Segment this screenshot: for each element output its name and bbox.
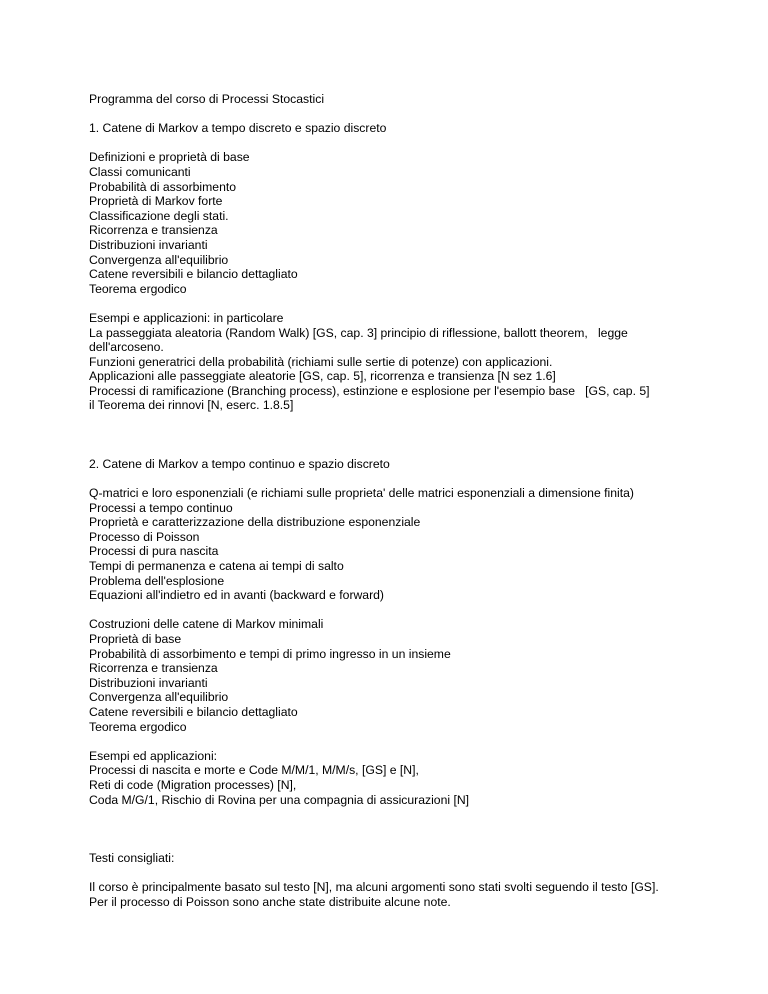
topic-item: Processi di pura nascita	[89, 544, 219, 559]
topic-item: Probabilità di assorbimento	[89, 179, 237, 194]
section-2-heading: 2. Catene di Markov a tempo continuo e spazio discreto	[89, 456, 390, 471]
document-body	[89, 92, 729, 909]
topic-item: Processi a tempo continuo	[89, 500, 233, 515]
example-line: Processi di nascita e morte e Code M/M/1, M/M/s, [GS] e [N],	[89, 763, 419, 778]
example-line: il Teorema dei rinnovi [N, eserc. 1.8.5]	[89, 398, 294, 413]
topic-item: Catene reversibili e bilancio dettagliato	[89, 704, 298, 719]
references-heading: Testi consigliati:	[89, 850, 175, 865]
example-line: Esempi e applicazioni: in particolare	[89, 310, 284, 325]
topic-item: Distribuzioni invarianti	[89, 675, 208, 690]
topic-item: Tempi di permanenza e catena ai tempi di salto	[89, 559, 344, 574]
example-line: Processi di ramificazione (Branching process), estinzione e esplosione per l'esempio base [GS, cap. 5]	[89, 383, 650, 398]
topic-item: Distribuzioni invarianti	[89, 237, 208, 252]
topic-item: Teorema ergodico	[89, 281, 187, 296]
topic-item: Convergenza all'equilibrio	[89, 690, 229, 705]
example-line: Funzioni generatrici della probabilità (richiami sulle sertie di potenze) con applicazioni.	[89, 354, 553, 369]
example-line: La passeggiata aleatoria (Random Walk) [GS, cap. 3] principio di riflessione, ballott theorem, legge	[89, 325, 628, 340]
example-line: Esempi ed applicazioni:	[89, 748, 218, 763]
example-line: Coda M/G/1, Rischio di Rovina per una compagnia di assicurazioni [N]	[89, 792, 470, 807]
topic-item: Classificazione degli stati.	[89, 208, 229, 223]
topic-item: Catene reversibili e bilancio dettagliato	[89, 267, 298, 282]
references-text	[89, 880, 729, 909]
example-line: Applicazioni alle passeggiate aleatorie [GS, cap. 5], ricorrenza e transienza [N sez 1.6]	[89, 369, 556, 384]
topic-item: Equazioni all'indietro ed in avanti (backward e forward)	[89, 588, 384, 603]
reference-line: Il corso è principalmente basato sul testo [N], ma alcuni argomenti sono stati svolti seguendo il testo [GS].	[89, 880, 659, 895]
section-2-topics-b	[89, 617, 729, 734]
topic-item: Ricorrenza e transienza	[89, 223, 218, 238]
section-1-examples	[89, 311, 729, 413]
example-line: Reti di code (Migration processes) [N],	[89, 777, 297, 792]
topic-item: Proprietà di base	[89, 631, 182, 646]
topic-item: Processo di Poisson	[89, 529, 200, 544]
section-2-topics-a	[89, 486, 729, 603]
example-line: dell'arcoseno.	[89, 340, 164, 355]
section-2-examples	[89, 749, 729, 807]
topic-item: Teorema ergodico	[89, 719, 187, 734]
reference-line: Per il processo di Poisson sono anche state distribuite alcune note.	[89, 894, 451, 909]
section-1-topics	[89, 150, 729, 296]
topic-item: Proprietà di Markov forte	[89, 194, 223, 209]
topic-item: Convergenza all'equilibrio	[89, 252, 229, 267]
topic-item: Costruzioni delle catene di Markov minimali	[89, 617, 324, 632]
topic-item: Q-matrici e loro esponenziali (e richiami sulle proprieta' delle matrici esponenziali a dimensione finita)	[89, 486, 634, 501]
topic-item: Definizioni e proprietà di base	[89, 150, 250, 165]
document-title: Programma del corso di Processi Stocastici	[89, 92, 325, 106]
topic-item: Ricorrenza e transienza	[89, 661, 218, 676]
topic-item: Proprietà e caratterizzazione della distribuzione esponenziale	[89, 515, 421, 530]
topic-item: Problema dell'esplosione	[89, 573, 225, 588]
topic-item: Probabilità di assorbimento e tempi di primo ingresso in un insieme	[89, 646, 451, 661]
section-1-heading: 1. Catene di Markov a tempo discreto e spazio discreto	[89, 121, 387, 136]
topic-item: Classi comunicanti	[89, 164, 191, 179]
